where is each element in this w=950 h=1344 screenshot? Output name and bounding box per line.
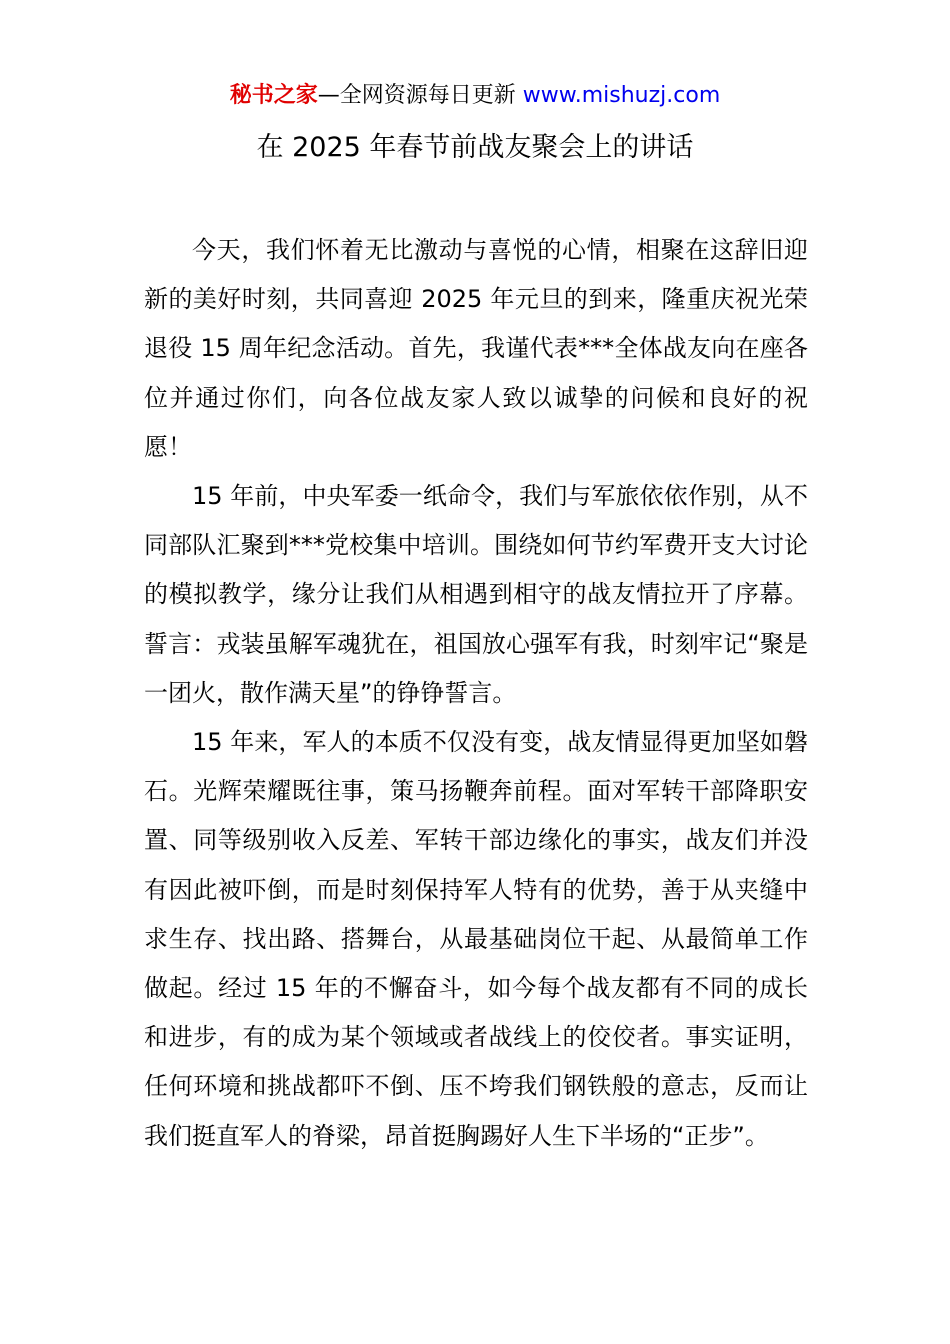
paragraph-2: 15 年前，中央军委一纸命令，我们与军旅依依作别，从不同部队汇聚到***党校集中培训。围绕如何节约军费开支大讨论的模拟教学，缘分让我们从相遇到相守的战友情拉开了序幕。誓言：戎装虽解军魂犹在，祖国放心强军有我，时刻牢记“聚是一团火，散作满天星”的铮铮誓言。 bbox=[144, 482, 808, 707]
site-url-link[interactable]: www.mishuzj.com bbox=[522, 83, 721, 108]
document-body bbox=[144, 226, 808, 1161]
paragraph-3: 15 年来，军人的本质不仅没有变，战友情显得更加坚如磐石。光辉荣耀既往事，策马扬鞭奔前程。面对军转干部降职安置、同等级别收入反差、军转干部边缘化的事实，战友们并没有因此被吓倒，而是时刻保持军人特有的优势，善于从夹缝中求生存、找出路、搭舞台，从最基础岗位干起、从最简单工作做起。经过 15 年的不懈奋斗，如今每个战友都有不同的成长和进步，有的成为某个领域或者战线上的佼佼者。事实证明，任何环境和挑战都吓不倒、压不垮我们钢铁般的意志，反而让我们挺直军人的脊梁，昂首挺胸踢好人生下半场的“正步”。 bbox=[144, 728, 808, 1150]
site-header bbox=[0, 80, 950, 112]
site-tagline: —全网资源每日更新 bbox=[317, 83, 523, 108]
document-title: 在 2025 年春节前战友聚会上的讲话 bbox=[256, 132, 694, 163]
site-brand: 秘书之家 bbox=[229, 83, 318, 108]
paragraph-1: 今天，我们怀着无比激动与喜悦的心情，相聚在这辞旧迎新的美好时刻，共同喜迎 2025 年元旦的到来，隆重庆祝光荣退役 15 周年纪念活动。首先，我谨代表***全体战友向在座各位并通过你们，向各位战友家人致以诚挚的问候和良好的祝愿！ bbox=[144, 236, 808, 461]
